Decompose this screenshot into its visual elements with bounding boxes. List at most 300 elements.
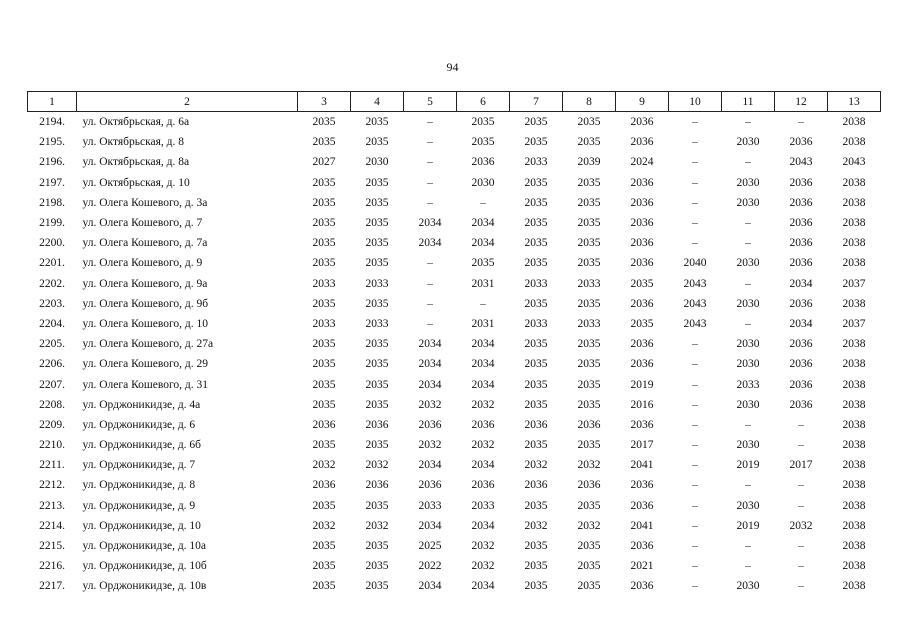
- year-cell-col-13: 2038: [842, 560, 866, 573]
- year-cell-col-11: –: [745, 479, 751, 492]
- year-cell-col-4: 2035: [365, 540, 389, 553]
- year-cell-col-12: –: [798, 580, 804, 593]
- table-row: [28, 374, 881, 394]
- year-cell-col-12: 2036: [789, 176, 813, 189]
- year-cell-col-9: 2036: [630, 116, 654, 129]
- year-cell-col-7: 2035: [524, 499, 548, 512]
- address-cell: ул. Орджоникидзе, д. 4а: [82, 398, 201, 411]
- table-row: [28, 132, 881, 152]
- year-cell-col-11: 2030: [736, 136, 760, 149]
- year-cell-col-3: 2032: [312, 459, 336, 472]
- year-cell-col-3: 2035: [312, 398, 336, 411]
- year-cell-col-3: 2035: [312, 257, 336, 270]
- row-number: 2199.: [39, 217, 65, 230]
- address-cell: ул. Орджоникидзе, д. 10: [82, 519, 201, 532]
- year-cell-col-10: –: [692, 136, 698, 149]
- year-cell-col-6: –: [480, 297, 486, 310]
- year-cell-col-5: 2036: [418, 479, 442, 492]
- year-cell-col-9: 2036: [630, 196, 654, 209]
- year-cell-col-10: 2040: [683, 257, 707, 270]
- year-cell-col-11: 2030: [736, 580, 760, 593]
- year-cell-col-5: 2034: [418, 580, 442, 593]
- year-cell-col-9: 2036: [630, 257, 654, 270]
- year-cell-col-13: 2038: [842, 237, 866, 250]
- year-cell-col-9: 2036: [630, 297, 654, 310]
- year-cell-col-4: 2035: [365, 196, 389, 209]
- schedule-table: [27, 91, 881, 597]
- year-cell-col-7: 2035: [524, 439, 548, 452]
- year-cell-col-10: –: [692, 499, 698, 512]
- year-cell-col-8: 2035: [577, 439, 601, 452]
- year-cell-col-12: 2036: [789, 217, 813, 230]
- year-cell-col-12: 2036: [789, 398, 813, 411]
- year-cell-col-8: 2035: [577, 560, 601, 573]
- year-cell-col-9: 2036: [630, 338, 654, 351]
- year-cell-col-13: 2043: [842, 156, 866, 169]
- year-cell-col-8: 2035: [577, 136, 601, 149]
- year-cell-col-9: 2041: [630, 459, 654, 472]
- year-cell-col-12: –: [798, 499, 804, 512]
- year-cell-col-3: 2032: [312, 519, 336, 532]
- year-cell-col-11: 2030: [736, 338, 760, 351]
- year-cell-col-8: 2032: [577, 459, 601, 472]
- year-cell-col-6: 2031: [471, 317, 495, 330]
- address-cell: ул. Олега Кошевого, д. 9: [82, 257, 203, 270]
- year-cell-col-7: 2035: [524, 297, 548, 310]
- row-number: 2204.: [39, 317, 65, 330]
- row-number: 2203.: [39, 297, 65, 310]
- year-cell-col-11: –: [745, 317, 751, 330]
- year-cell-col-4: 2030: [365, 156, 389, 169]
- year-cell-col-6: 2034: [471, 519, 495, 532]
- year-cell-col-7: 2033: [524, 277, 548, 290]
- year-cell-col-3: 2035: [312, 439, 336, 452]
- year-cell-col-7: 2033: [524, 156, 548, 169]
- year-cell-col-13: 2038: [842, 257, 866, 270]
- year-cell-col-3: 2035: [312, 580, 336, 593]
- column-header-9: 9: [616, 92, 669, 112]
- year-cell-col-13: 2038: [842, 338, 866, 351]
- year-cell-col-11: 2019: [736, 519, 760, 532]
- year-cell-col-6: 2030: [471, 176, 495, 189]
- year-cell-col-9: 2041: [630, 519, 654, 532]
- year-cell-col-11: 2030: [736, 398, 760, 411]
- year-cell-col-12: –: [798, 418, 804, 431]
- column-header-1: 1: [28, 92, 77, 112]
- year-cell-col-13: 2038: [842, 378, 866, 391]
- column-header-8: 8: [563, 92, 616, 112]
- year-cell-col-5: 2036: [418, 418, 442, 431]
- year-cell-col-3: 2035: [312, 237, 336, 250]
- year-cell-col-7: 2035: [524, 560, 548, 573]
- page-number: 94: [446, 60, 459, 74]
- year-cell-col-6: 2034: [471, 580, 495, 593]
- year-cell-col-3: 2035: [312, 499, 336, 512]
- year-cell-col-4: 2035: [365, 398, 389, 411]
- year-cell-col-12: 2036: [789, 237, 813, 250]
- year-cell-col-12: –: [798, 439, 804, 452]
- year-cell-col-8: 2035: [577, 116, 601, 129]
- year-cell-col-5: –: [427, 317, 433, 330]
- table-row: [28, 314, 881, 334]
- year-cell-col-10: –: [692, 580, 698, 593]
- year-cell-col-6: 2034: [471, 338, 495, 351]
- address-cell: ул. Олега Кошевого, д. 9а: [82, 277, 208, 290]
- year-cell-col-7: 2035: [524, 217, 548, 230]
- year-cell-col-3: 2027: [312, 156, 336, 169]
- year-cell-col-6: 2034: [471, 237, 495, 250]
- year-cell-col-7: 2036: [524, 479, 548, 492]
- year-cell-col-4: 2035: [365, 176, 389, 189]
- year-cell-col-9: 2021: [630, 560, 654, 573]
- row-number: 2205.: [39, 338, 65, 351]
- year-cell-col-12: –: [798, 479, 804, 492]
- year-cell-col-3: 2035: [312, 378, 336, 391]
- year-cell-col-4: 2035: [365, 439, 389, 452]
- year-cell-col-6: 2032: [471, 560, 495, 573]
- year-cell-col-11: –: [745, 277, 751, 290]
- row-number: 2194.: [39, 116, 65, 129]
- year-cell-col-6: 2034: [471, 378, 495, 391]
- year-cell-col-11: 2030: [736, 297, 760, 310]
- year-cell-col-11: –: [745, 116, 751, 129]
- year-cell-col-5: 2034: [418, 459, 442, 472]
- year-cell-col-9: 2036: [630, 358, 654, 371]
- year-cell-col-10: –: [692, 519, 698, 532]
- year-cell-col-6: 2036: [471, 156, 495, 169]
- year-cell-col-12: 2036: [789, 196, 813, 209]
- year-cell-col-8: 2035: [577, 237, 601, 250]
- year-cell-col-10: –: [692, 378, 698, 391]
- year-cell-col-9: 2036: [630, 540, 654, 553]
- table-row: [28, 173, 881, 193]
- year-cell-col-4: 2035: [365, 217, 389, 230]
- year-cell-col-5: 2032: [418, 398, 442, 411]
- column-header-2: 2: [77, 92, 298, 112]
- year-cell-col-3: 2035: [312, 196, 336, 209]
- year-cell-col-4: 2035: [365, 136, 389, 149]
- year-cell-col-5: 2022: [418, 560, 442, 573]
- year-cell-col-13: 2037: [842, 317, 866, 330]
- year-cell-col-10: –: [692, 418, 698, 431]
- year-cell-col-5: –: [427, 116, 433, 129]
- year-cell-col-7: 2035: [524, 116, 548, 129]
- address-cell: ул. Олега Кошевого, д. 7а: [82, 237, 208, 250]
- row-number: 2202.: [39, 277, 65, 290]
- table-row: [28, 152, 881, 172]
- table-row: [28, 274, 881, 294]
- column-header-4: 4: [351, 92, 404, 112]
- row-number: 2195.: [39, 136, 65, 149]
- year-cell-col-9: 2036: [630, 136, 654, 149]
- table-row: [28, 112, 881, 133]
- address-cell: ул. Олега Кошевого, д. 10: [82, 317, 209, 330]
- year-cell-col-5: –: [427, 297, 433, 310]
- year-cell-col-6: 2036: [471, 479, 495, 492]
- year-cell-col-8: 2033: [577, 317, 601, 330]
- year-cell-col-7: 2035: [524, 176, 548, 189]
- year-cell-col-13: 2037: [842, 277, 866, 290]
- address-cell: ул. Орджоникидзе, д. 7: [82, 459, 196, 472]
- year-cell-col-11: 2030: [736, 439, 760, 452]
- year-cell-col-10: 2043: [683, 277, 707, 290]
- year-cell-col-6: 2035: [471, 136, 495, 149]
- year-cell-col-8: 2035: [577, 217, 601, 230]
- year-cell-col-6: 2034: [471, 217, 495, 230]
- year-cell-col-13: 2038: [842, 358, 866, 371]
- year-cell-col-13: 2038: [842, 196, 866, 209]
- row-number: 2208.: [39, 398, 65, 411]
- year-cell-col-9: 2036: [630, 418, 654, 431]
- year-cell-col-11: –: [745, 418, 751, 431]
- year-cell-col-10: –: [692, 176, 698, 189]
- year-cell-col-12: 2017: [789, 459, 813, 472]
- table-row: [28, 556, 881, 576]
- address-cell: ул. Октябрьская, д. 10: [82, 176, 190, 189]
- year-cell-col-5: 2025: [418, 540, 442, 553]
- year-cell-col-11: 2033: [736, 378, 760, 391]
- column-header-5: 5: [404, 92, 457, 112]
- year-cell-col-8: 2032: [577, 519, 601, 532]
- table-body: [28, 112, 881, 597]
- table-header: [28, 92, 881, 112]
- year-cell-col-3: 2035: [312, 136, 336, 149]
- address-cell: ул. Орджоникидзе, д. 10б: [82, 560, 207, 573]
- year-cell-col-8: 2036: [577, 418, 601, 431]
- year-cell-col-4: 2033: [365, 277, 389, 290]
- year-cell-col-12: 2034: [789, 277, 813, 290]
- year-cell-col-13: 2038: [842, 479, 866, 492]
- year-cell-col-9: 2036: [630, 237, 654, 250]
- row-number: 2213.: [39, 499, 65, 512]
- year-cell-col-5: –: [427, 257, 433, 270]
- year-cell-col-10: –: [692, 398, 698, 411]
- year-cell-col-13: 2038: [842, 540, 866, 553]
- year-cell-col-5: 2032: [418, 439, 442, 452]
- year-cell-col-9: 2036: [630, 499, 654, 512]
- year-cell-col-10: –: [692, 217, 698, 230]
- year-cell-col-8: 2035: [577, 499, 601, 512]
- address-cell: ул. Орджоникидзе, д. 9: [82, 499, 196, 512]
- row-number: 2196.: [39, 156, 65, 169]
- year-cell-col-5: –: [427, 136, 433, 149]
- year-cell-col-12: 2036: [789, 257, 813, 270]
- table-row: [28, 395, 881, 415]
- address-cell: ул. Олега Кошевого, д. 7: [82, 217, 203, 230]
- year-cell-col-13: 2038: [842, 136, 866, 149]
- year-cell-col-11: 2030: [736, 196, 760, 209]
- year-cell-col-4: 2035: [365, 116, 389, 129]
- year-cell-col-4: 2035: [365, 378, 389, 391]
- year-cell-col-9: 2035: [630, 317, 654, 330]
- address-cell: ул. Октябрьская, д. 6а: [82, 116, 190, 129]
- year-cell-col-5: 2033: [418, 499, 442, 512]
- year-cell-col-13: 2038: [842, 580, 866, 593]
- year-cell-col-10: 2043: [683, 297, 707, 310]
- row-number: 2201.: [39, 257, 65, 270]
- year-cell-col-4: 2036: [365, 418, 389, 431]
- year-cell-col-7: 2035: [524, 237, 548, 250]
- year-cell-col-7: 2035: [524, 338, 548, 351]
- year-cell-col-8: 2035: [577, 196, 601, 209]
- year-cell-col-7: 2035: [524, 257, 548, 270]
- year-cell-col-13: 2038: [842, 217, 866, 230]
- year-cell-col-10: –: [692, 116, 698, 129]
- year-cell-col-9: 2036: [630, 217, 654, 230]
- year-cell-col-4: 2035: [365, 257, 389, 270]
- table-row: [28, 516, 881, 536]
- year-cell-col-12: 2036: [789, 358, 813, 371]
- year-cell-col-3: 2035: [312, 560, 336, 573]
- year-cell-col-5: 2034: [418, 338, 442, 351]
- year-cell-col-3: 2035: [312, 176, 336, 189]
- year-cell-col-5: –: [427, 196, 433, 209]
- year-cell-col-6: –: [480, 196, 486, 209]
- year-cell-col-4: 2033: [365, 317, 389, 330]
- year-cell-col-9: 2036: [630, 176, 654, 189]
- table-row: [28, 576, 881, 596]
- row-number: 2197.: [39, 176, 65, 189]
- year-cell-col-9: 2036: [630, 580, 654, 593]
- year-cell-col-12: 2036: [789, 338, 813, 351]
- year-cell-col-13: 2038: [842, 459, 866, 472]
- table-row: [28, 233, 881, 253]
- address-cell: ул. Олега Кошевого, д. 27а: [82, 338, 214, 351]
- year-cell-col-7: 2032: [524, 519, 548, 532]
- year-cell-col-3: 2035: [312, 297, 336, 310]
- year-cell-col-12: 2043: [789, 156, 813, 169]
- year-cell-col-13: 2038: [842, 116, 866, 129]
- year-cell-col-10: –: [692, 459, 698, 472]
- year-cell-col-8: 2035: [577, 580, 601, 593]
- year-cell-col-7: 2035: [524, 136, 548, 149]
- year-cell-col-13: 2038: [842, 418, 866, 431]
- header-row: [28, 92, 881, 112]
- table-row: [28, 496, 881, 516]
- year-cell-col-12: 2036: [789, 378, 813, 391]
- year-cell-col-8: 2035: [577, 257, 601, 270]
- year-cell-col-8: 2035: [577, 378, 601, 391]
- year-cell-col-5: 2034: [418, 358, 442, 371]
- table-row: [28, 213, 881, 233]
- year-cell-col-7: 2036: [524, 418, 548, 431]
- year-cell-col-8: 2035: [577, 358, 601, 371]
- year-cell-col-7: 2035: [524, 398, 548, 411]
- row-number: 2200.: [39, 237, 65, 250]
- year-cell-col-13: 2038: [842, 519, 866, 532]
- year-cell-col-9: 2035: [630, 277, 654, 290]
- row-number: 2211.: [39, 459, 65, 472]
- year-cell-col-12: 2036: [789, 136, 813, 149]
- row-number: 2207.: [39, 378, 65, 391]
- table-row: [28, 253, 881, 273]
- year-cell-col-10: –: [692, 479, 698, 492]
- table-row: [28, 334, 881, 354]
- year-cell-col-12: 2034: [789, 317, 813, 330]
- year-cell-col-4: 2036: [365, 479, 389, 492]
- year-cell-col-10: –: [692, 237, 698, 250]
- table-row: [28, 455, 881, 475]
- column-header-3: 3: [298, 92, 351, 112]
- year-cell-col-9: 2024: [630, 156, 654, 169]
- year-cell-col-5: 2034: [418, 378, 442, 391]
- row-number: 2198.: [39, 196, 65, 209]
- year-cell-col-7: 2035: [524, 378, 548, 391]
- column-header-6: 6: [457, 92, 510, 112]
- year-cell-col-6: 2034: [471, 459, 495, 472]
- year-cell-col-7: 2033: [524, 317, 548, 330]
- year-cell-col-6: 2033: [471, 499, 495, 512]
- year-cell-col-12: –: [798, 116, 804, 129]
- year-cell-col-11: –: [745, 237, 751, 250]
- year-cell-col-12: 2032: [789, 519, 813, 532]
- row-number: 2206.: [39, 358, 65, 371]
- year-cell-col-3: 2036: [312, 418, 336, 431]
- year-cell-col-9: 2017: [630, 439, 654, 452]
- year-cell-col-6: 2035: [471, 116, 495, 129]
- year-cell-col-13: 2038: [842, 176, 866, 189]
- address-cell: ул. Октябрьская, д. 8: [82, 136, 184, 149]
- year-cell-col-8: 2035: [577, 398, 601, 411]
- year-cell-col-11: 2030: [736, 499, 760, 512]
- year-cell-col-7: 2035: [524, 580, 548, 593]
- year-cell-col-11: –: [745, 156, 751, 169]
- year-cell-col-4: 2032: [365, 459, 389, 472]
- year-cell-col-11: 2030: [736, 176, 760, 189]
- year-cell-col-4: 2035: [365, 297, 389, 310]
- year-cell-col-3: 2035: [312, 338, 336, 351]
- year-cell-col-5: –: [427, 176, 433, 189]
- row-number: 2214.: [39, 519, 65, 532]
- year-cell-col-12: –: [798, 540, 804, 553]
- year-cell-col-10: –: [692, 196, 698, 209]
- address-cell: ул. Орджоникидзе, д. 10в: [82, 580, 207, 593]
- year-cell-col-3: 2033: [312, 277, 336, 290]
- year-cell-col-7: 2032: [524, 459, 548, 472]
- column-header-12: 12: [775, 92, 828, 112]
- row-number: 2216.: [39, 560, 65, 573]
- year-cell-col-13: 2038: [842, 499, 866, 512]
- year-cell-col-4: 2032: [365, 519, 389, 532]
- year-cell-col-3: 2035: [312, 217, 336, 230]
- table-row: [28, 354, 881, 374]
- year-cell-col-11: –: [745, 217, 751, 230]
- year-cell-col-6: 2031: [471, 277, 495, 290]
- row-number: 2215.: [39, 540, 65, 553]
- year-cell-col-3: 2036: [312, 479, 336, 492]
- year-cell-col-10: –: [692, 439, 698, 452]
- year-cell-col-7: 2035: [524, 358, 548, 371]
- year-cell-col-10: –: [692, 338, 698, 351]
- column-header-10: 10: [669, 92, 722, 112]
- column-header-11: 11: [722, 92, 775, 112]
- year-cell-col-4: 2035: [365, 358, 389, 371]
- table-row: [28, 435, 881, 455]
- year-cell-col-5: –: [427, 277, 433, 290]
- year-cell-col-4: 2035: [365, 338, 389, 351]
- row-number: 2212.: [39, 479, 65, 492]
- year-cell-col-4: 2035: [365, 560, 389, 573]
- year-cell-col-11: –: [745, 540, 751, 553]
- address-cell: ул. Олега Кошевого, д. 9б: [82, 297, 209, 310]
- row-number: 2217.: [39, 580, 65, 593]
- year-cell-col-8: 2036: [577, 479, 601, 492]
- address-cell: ул. Олега Кошевого, д. 29: [82, 358, 209, 371]
- year-cell-col-3: 2035: [312, 358, 336, 371]
- year-cell-col-10: –: [692, 358, 698, 371]
- year-cell-col-5: 2034: [418, 217, 442, 230]
- year-cell-col-9: 2016: [630, 398, 654, 411]
